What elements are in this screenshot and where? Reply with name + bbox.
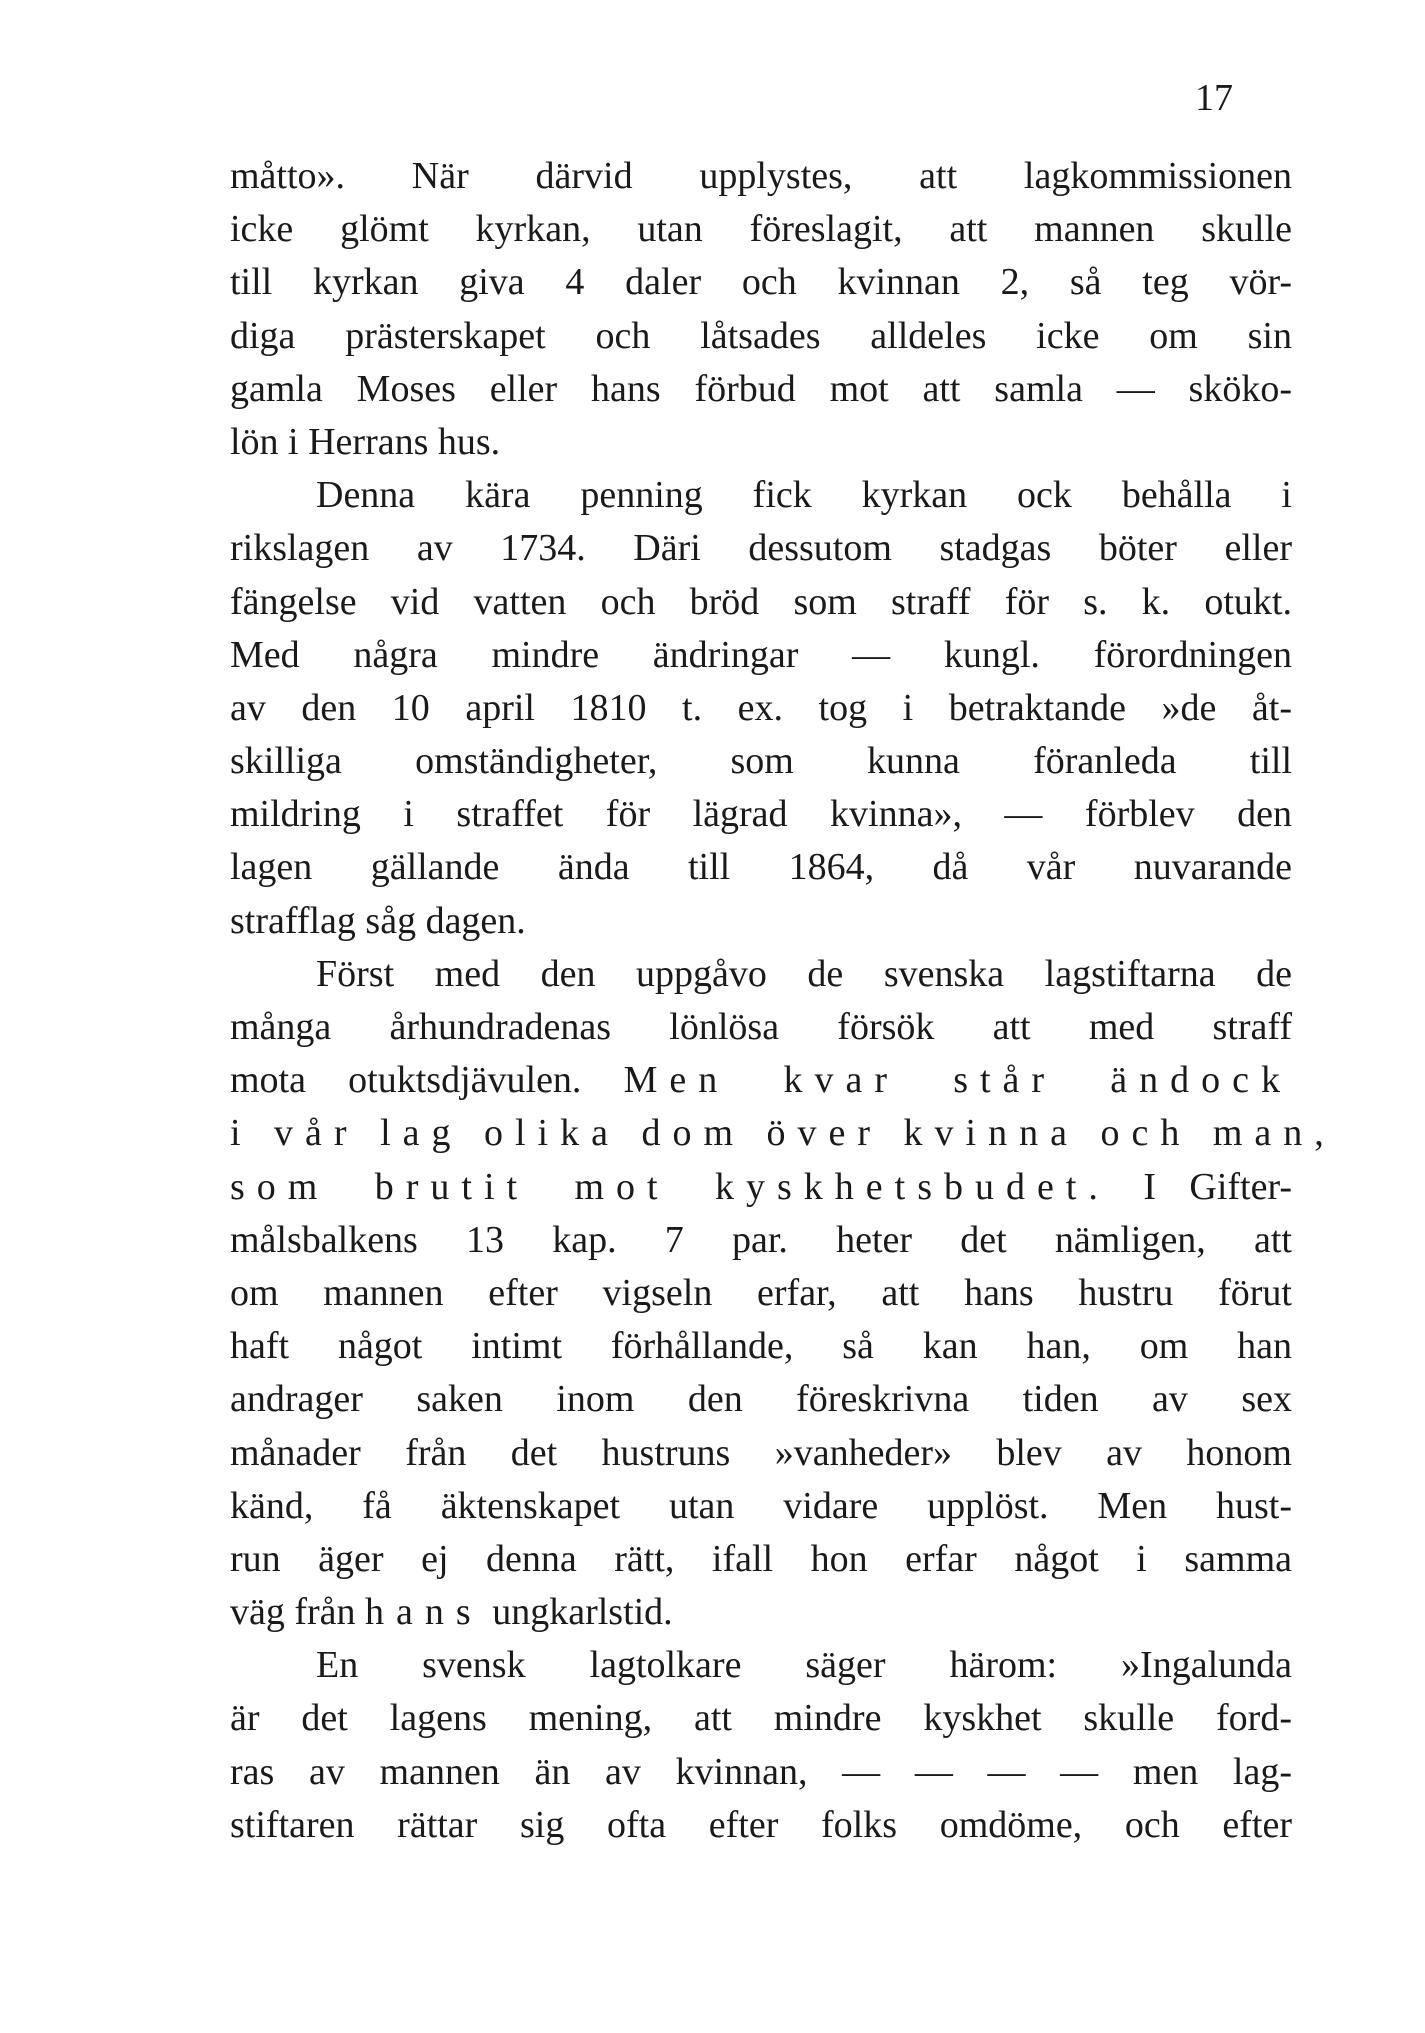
text-line: run äger ej denna rätt, ifall hon erfar något i samma bbox=[230, 1537, 1292, 1580]
text-line: till kyrkan giva 4 daler och kvinnan 2, så teg vör- bbox=[230, 261, 1292, 304]
line-text: väg från bbox=[230, 1591, 366, 1634]
text-line: skilliga omständigheter, som kunna föranleda till bbox=[230, 740, 1292, 783]
text-line: gamla Moses eller hans förbud mot att samla — sköko- bbox=[230, 367, 1292, 410]
text-line bbox=[230, 1161, 1292, 1214]
spaced-emphasis-text: Men kvar står ändock bbox=[623, 1059, 1293, 1102]
text-line: icke glömt kyrkan, utan föreslagit, att mannen skulle bbox=[230, 208, 1292, 251]
text-line: målsbalkens 13 kap. 7 par. heter det nämligen, att bbox=[230, 1218, 1292, 1261]
text-line: haft något intimt förhållande, så kan han, om han bbox=[230, 1325, 1292, 1368]
text-line: fängelse vid vatten och bröd som straff för s. k. otukt. bbox=[230, 580, 1292, 623]
text-line: av den 10 april 1810 t. ex. tog i betraktande »de åt- bbox=[230, 686, 1292, 729]
text-line: om mannen efter vigseln erfar, att hans hustru förut bbox=[230, 1271, 1292, 1314]
text-line: ras av mannen än av kvinnan, — — — — men lag- bbox=[230, 1750, 1292, 1793]
text-line: måtto». När därvid upplystes, att lagkommissionen bbox=[230, 155, 1292, 197]
text-line: rikslagen av 1734. Däri dessutom stadgas böter eller bbox=[230, 527, 1292, 570]
text-line bbox=[230, 1054, 1292, 1107]
line-text: ungkarlstid. bbox=[482, 1591, 673, 1634]
text-line: Med några mindre ändringar — kungl. förordningen bbox=[230, 633, 1292, 676]
text-line: lagen gällande ända till 1864, då vår nuvarande bbox=[230, 846, 1292, 889]
text-line: mildring i straffet för lägrad kvinna», — förblev den bbox=[230, 793, 1292, 836]
spaced-emphasis-text: som brutit mot kyskhetsbudet. bbox=[230, 1165, 1110, 1208]
text-line: strafflag såg dagen. bbox=[230, 899, 526, 942]
text-line: diga prästerskapet och låtsades alldeles icke om sin bbox=[230, 314, 1292, 357]
text-line: är det lagens mening, att mindre kyskhet skulle ford- bbox=[230, 1697, 1292, 1740]
text-line: stiftaren rättar sig ofta efter folks omdöme, och efter bbox=[230, 1803, 1292, 1846]
text-line: Först med den uppgåvo de svenska lagstiftarna de bbox=[316, 952, 1292, 995]
text-line bbox=[230, 1586, 1292, 1639]
page-number: 17 bbox=[1195, 77, 1233, 119]
text-line: känd, få äktenskapet utan vidare upplöst. Men hust- bbox=[230, 1484, 1292, 1527]
text-line: lön i Herrans hus. bbox=[230, 420, 501, 463]
text-line: månader från det hustruns »vanheder» blev av honom bbox=[230, 1431, 1292, 1474]
text-line: andrager saken inom den föreskrivna tiden av sex bbox=[230, 1378, 1292, 1421]
text-line: En svensk lagtolkare säger härom: »Ingalunda bbox=[316, 1644, 1292, 1687]
text-line: Denna kära penning fick kyrkan ock behålla i bbox=[316, 474, 1292, 517]
text-line: många århundradenas lönlösa försök att med straff bbox=[230, 1006, 1292, 1048]
line-text: I Gifter- bbox=[1143, 1165, 1293, 1208]
line-text: mota otuktsdjävulen. bbox=[230, 1059, 582, 1102]
spaced-emphasis-text: hans bbox=[365, 1591, 483, 1634]
text-line: i vår lag olika dom över kvinna och man, bbox=[230, 1112, 1336, 1155]
body-text bbox=[230, 150, 1336, 1852]
